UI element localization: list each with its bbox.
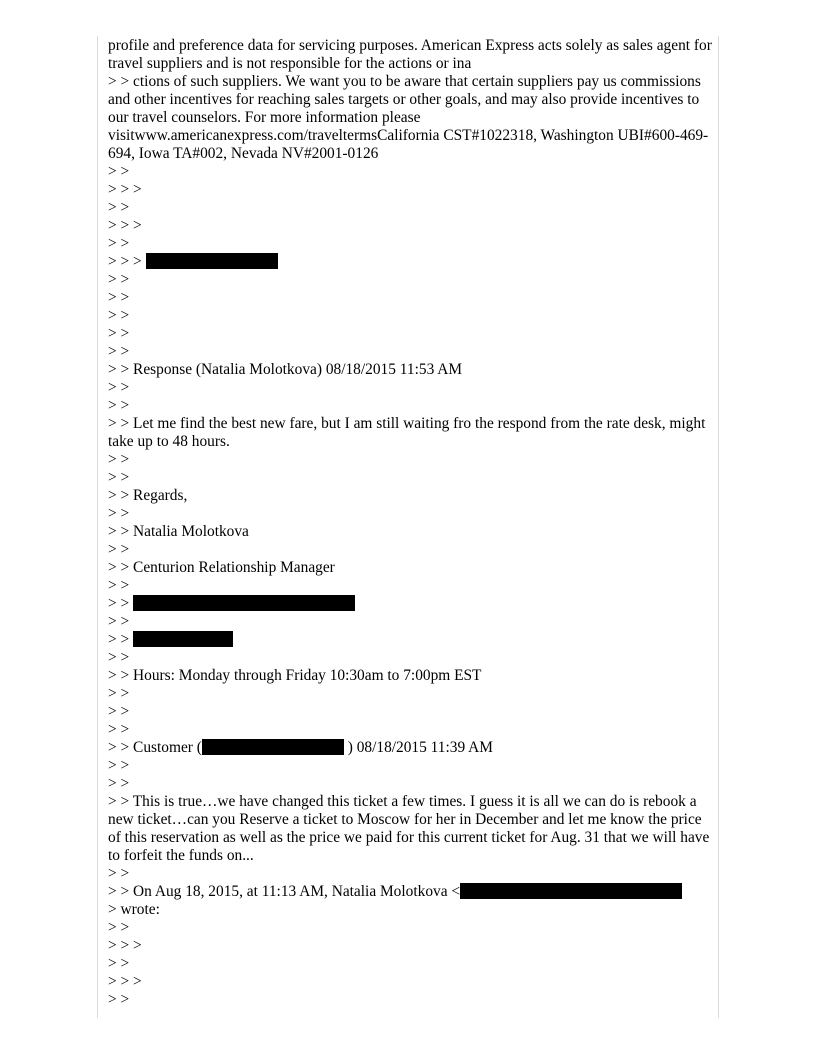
quote-line-redacted xyxy=(108,631,712,649)
quote-marker: > > xyxy=(108,163,130,180)
redaction-block xyxy=(202,739,344,755)
redaction-block xyxy=(146,253,278,269)
quote-marker: > > xyxy=(108,397,130,414)
quote-marker: > > xyxy=(108,343,130,360)
quote-marker: > > xyxy=(108,649,130,666)
signature-title: > > Centurion Relationship Manager xyxy=(108,559,335,576)
customer-suffix: ) 08/18/2015 11:39 AM xyxy=(343,739,493,756)
signature-name: > > Natalia Molotkova xyxy=(108,523,249,540)
customer-header xyxy=(108,739,712,757)
quote-marker: > > xyxy=(108,271,130,288)
quote-marker: > > > xyxy=(108,253,142,270)
quote-marker: > > xyxy=(108,685,130,702)
regards-line: > > Regards, xyxy=(108,487,188,504)
quote-marker: > > xyxy=(108,307,130,324)
quote-marker: > > xyxy=(108,613,130,630)
quote-line-redacted xyxy=(108,595,712,613)
wrote-line: > wrote: xyxy=(108,901,160,918)
quote-marker: > > > xyxy=(108,217,142,234)
quote-marker: > > xyxy=(108,199,130,216)
quote-marker: > > xyxy=(108,703,130,720)
redaction-block xyxy=(133,631,233,647)
quote-marker: > > xyxy=(108,289,130,306)
hours-line: > > Hours: Monday through Friday 10:30am to 7:00pm EST xyxy=(108,667,482,684)
quote-marker: > > xyxy=(108,631,130,648)
quote-marker: > > xyxy=(108,379,130,396)
redaction-block xyxy=(133,595,355,611)
quote-marker: > > xyxy=(108,451,130,468)
quote-marker: > > xyxy=(108,991,130,1008)
quote-marker: > > xyxy=(108,541,130,558)
quote-marker: > > xyxy=(108,469,130,486)
on-date-line xyxy=(108,883,712,901)
quote-marker: > > xyxy=(108,757,130,774)
disclaimer-paragraph: profile and preference data for servicing purposes. American Express acts solely as sales agent for travel suppliers and is not responsible for the actions or ina xyxy=(108,37,716,72)
customer-prefix: > > Customer ( xyxy=(108,739,202,756)
on-date-prefix: > > On Aug 18, 2015, at 11:13 AM, Natalia Molotkova < xyxy=(108,883,461,900)
quote-marker: > > > xyxy=(108,937,142,954)
quote-marker: > > > xyxy=(108,181,142,198)
quote-marker: > > xyxy=(108,325,130,342)
quote-marker: > > xyxy=(108,235,130,252)
redaction-block xyxy=(460,883,682,899)
quote-marker: > > xyxy=(108,595,130,612)
quote-marker: > > xyxy=(108,955,130,972)
response-body: > > Let me find the best new fare, but I am still waiting fro the respond from the rate desk, might take up to 48 hours. xyxy=(108,415,710,450)
quote-marker: > > xyxy=(108,865,130,882)
quote-marker: > > xyxy=(108,505,130,522)
quote-line-redacted xyxy=(108,253,712,271)
customer-body: > > This is true…we have changed this ticket a few times. I guess it is all we can do is rebook a new ticket…can you Reserve a ticket to Moscow for her in December and let me know the price of this reservation as well as the price we paid for this current ticket for Aug. 31 that we will have to forfeit the funds on... xyxy=(108,793,714,864)
disclaimer-paragraph-continued: > > ctions of such suppliers. We want you to be aware that certain suppliers pay us commissions and other incentives for reaching sales targets or other goals, and may also provide incentives to our travel counselors. For more information please visitwww.americanexpress.com/traveltermsCalifornia CST#1022318, Washington UBI#600-469-694, Iowa TA#002, Nevada NV#2001-0126 xyxy=(108,73,709,162)
quote-marker: > > > xyxy=(108,973,142,990)
quote-marker: > > xyxy=(108,775,130,792)
quote-marker: > > xyxy=(108,577,130,594)
quote-marker: > > xyxy=(108,721,130,738)
email-body xyxy=(108,37,716,1009)
response-header: > > Response (Natalia Molotkova) 08/18/2015 11:53 AM xyxy=(108,361,463,378)
quote-marker: > > xyxy=(108,919,130,936)
